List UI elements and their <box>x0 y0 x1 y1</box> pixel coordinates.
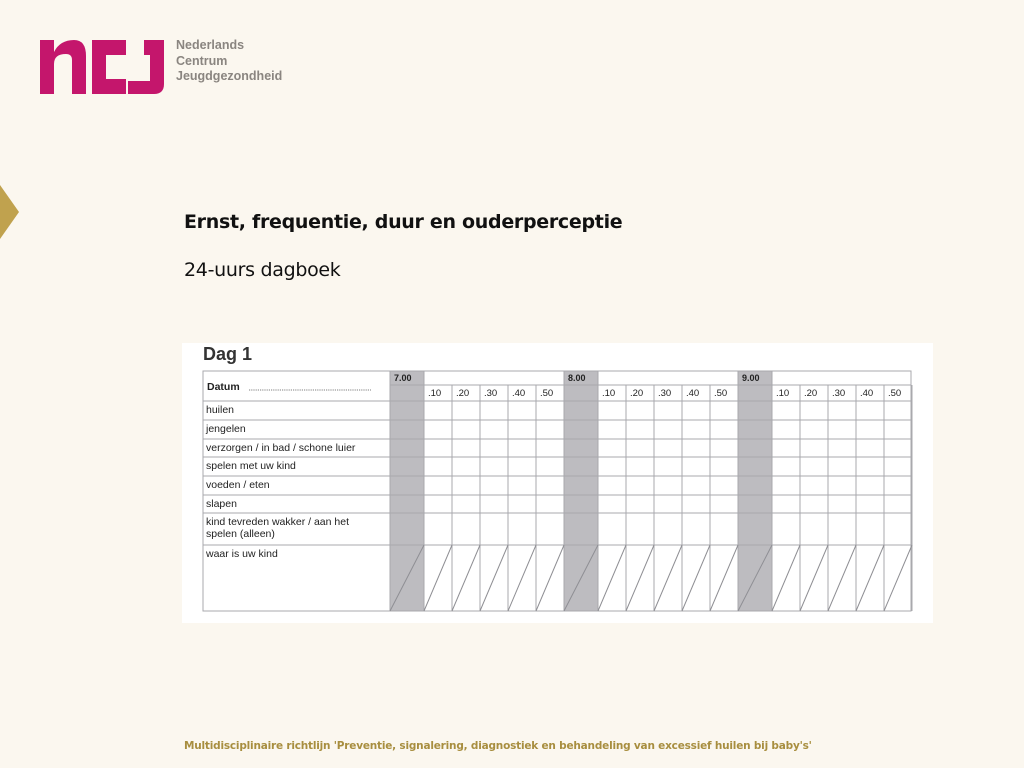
slide-subheading: 24-uurs dagboek <box>184 259 341 281</box>
hour-column-shade <box>564 371 598 611</box>
subslot-label: .20 <box>804 388 818 399</box>
ncj-logo <box>40 38 290 98</box>
row-label: kind tevreden wakker / aan het <box>206 516 350 528</box>
location-hatch-line <box>626 545 654 611</box>
logo-line-3: Jeugdgezondheid <box>176 69 283 83</box>
logo-letter-j <box>128 40 164 94</box>
row-label: voeden / eten <box>206 479 270 491</box>
row-label: slapen <box>206 498 237 510</box>
location-hatch-line <box>884 545 912 611</box>
slide-marker-arrow-icon <box>0 185 19 239</box>
location-hatch-line <box>772 545 800 611</box>
logo-letter-c <box>92 40 126 94</box>
slide-heading: Ernst, frequentie, duur en ouderperceptie <box>184 211 623 233</box>
logo-line-2: Centrum <box>176 53 228 68</box>
subslot-label: .20 <box>456 388 470 399</box>
subslot-label: .10 <box>428 388 442 399</box>
row-label: huilen <box>206 404 235 416</box>
row-label: spelen (alleen) <box>206 528 275 540</box>
subslot-label: .50 <box>888 388 902 399</box>
location-hatch-line <box>424 545 452 611</box>
diary-table-image <box>182 343 933 623</box>
location-hatch-line <box>480 545 508 611</box>
day-title: Dag 1 <box>203 344 253 364</box>
grid-frame <box>203 371 911 611</box>
subslot-label: .10 <box>776 388 790 399</box>
subslot-label: .20 <box>630 388 644 399</box>
hour-label: 9.00 <box>742 373 760 383</box>
subslot-label: .10 <box>602 388 616 399</box>
logo-line-1: Nederlands <box>176 38 245 52</box>
location-hatch-line <box>828 545 856 611</box>
row-label: spelen met uw kind <box>206 460 296 472</box>
hour-label: 7.00 <box>394 373 412 383</box>
subslot-label: .30 <box>484 388 498 399</box>
row-label: jengelen <box>206 423 246 435</box>
location-hatch-line <box>710 545 738 611</box>
row-label: verzorgen / in bad / schone luier <box>206 442 356 454</box>
location-hatch-line <box>452 545 480 611</box>
subslot-label: .40 <box>860 388 874 399</box>
ncj-logo-mark <box>40 38 170 98</box>
subslot-label: .30 <box>658 388 672 399</box>
subslot-label: .30 <box>832 388 846 399</box>
row-label: waar is uw kind <box>206 548 278 560</box>
location-hatch-line <box>800 545 828 611</box>
logo-letter-n <box>40 40 86 94</box>
subslot-label: .40 <box>512 388 526 399</box>
datum-label: Datum <box>207 381 240 393</box>
diary-grid <box>182 343 933 623</box>
location-hatch-line <box>598 545 626 611</box>
location-hatch-line <box>682 545 710 611</box>
subslot-label: .50 <box>714 388 728 399</box>
hour-column-shade <box>738 371 772 611</box>
location-hatch-line <box>856 545 884 611</box>
logo-wordmark <box>176 38 282 85</box>
subslot-label: .50 <box>540 388 554 399</box>
footer-guideline-text: Multidisciplinaire richtlijn 'Preventie, signalering, diagnostiek en behandeling van excessief huilen bij baby's' <box>184 740 812 752</box>
location-hatch-line <box>536 545 564 611</box>
hour-label: 8.00 <box>568 373 586 383</box>
location-hatch-line <box>654 545 682 611</box>
hour-column-shade <box>390 371 424 611</box>
subslot-label: .40 <box>686 388 700 399</box>
location-hatch-line <box>508 545 536 611</box>
